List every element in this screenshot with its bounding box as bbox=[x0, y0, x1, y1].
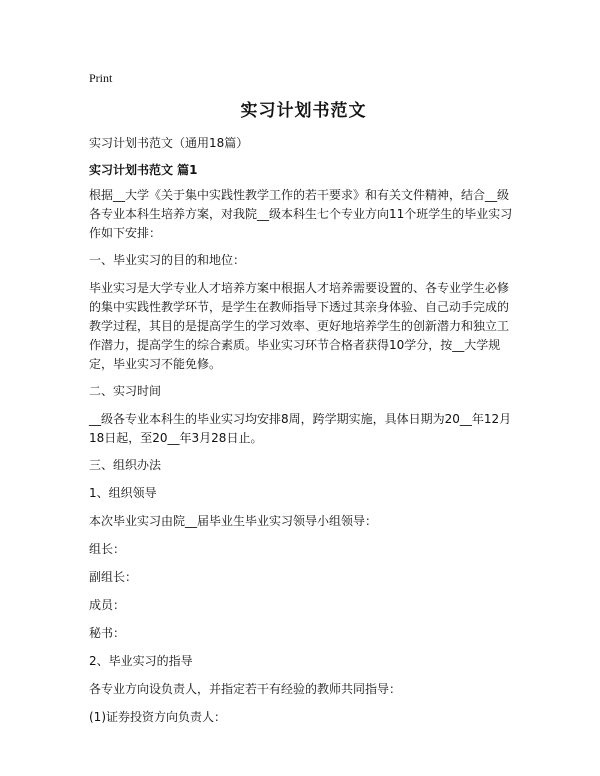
subheading-guidance: 2、毕业实习的指导 bbox=[89, 654, 193, 668]
subheading-leadership: 1、组织领导 bbox=[89, 486, 157, 500]
print-link[interactable]: Print bbox=[89, 71, 113, 85]
document-title: 实习计划书范文 bbox=[240, 101, 367, 121]
purpose-paragraph: 毕业实习是大学专业人才培养方案中根据人才培养需要设置的、各专业学生必修的集中实践性教学环节，是学生在教师指导下透过其亲身体验、自己动手完成的教学过程，其目的是提高学生的学习效率、更好地培养学生的创新潜力和独立工作潜力，提高学生的综合素质。毕业实习环节合格者获得10学分，按__大学规定，毕业实习不能免修。 bbox=[89, 281, 510, 371]
role-members: 成员： bbox=[89, 598, 126, 612]
securities-lead: (1)证券投资方向负责人： bbox=[89, 710, 226, 724]
time-paragraph: __级各专业本科生的毕业实习均安排8周，跨学期实施，具体日期为20__年12月18日起，至20__年3月28日止。 bbox=[89, 412, 512, 445]
guidance-paragraph: 各专业方向设负责人，并指定若干有经验的教师共同指导： bbox=[89, 682, 402, 696]
role-deputy-leader: 副组长： bbox=[89, 570, 138, 584]
role-leader: 组长： bbox=[89, 542, 126, 556]
heading-organization: 三、组织办法 bbox=[89, 458, 162, 472]
heading-purpose: 一、毕业实习的目的和地位： bbox=[89, 253, 246, 267]
document-subtitle: 实习计划书范文（通用18篇） bbox=[89, 136, 249, 150]
section-heading: 实习计划书范文 篇1 bbox=[89, 163, 198, 177]
intro-paragraph: 根据__大学《关于集中实践性教学工作的若干要求》和有关文件精神，结合__级各专业本科生培养方案，对我院__级本科生七个专业方向11个班学生的毕业实习作如下安排： bbox=[89, 188, 513, 240]
role-secretary: 秘书： bbox=[89, 626, 126, 640]
heading-time: 二、实习时间 bbox=[89, 384, 162, 398]
leadership-paragraph: 本次毕业实习由院__届毕业生毕业实习领导小组领导： bbox=[89, 514, 378, 528]
